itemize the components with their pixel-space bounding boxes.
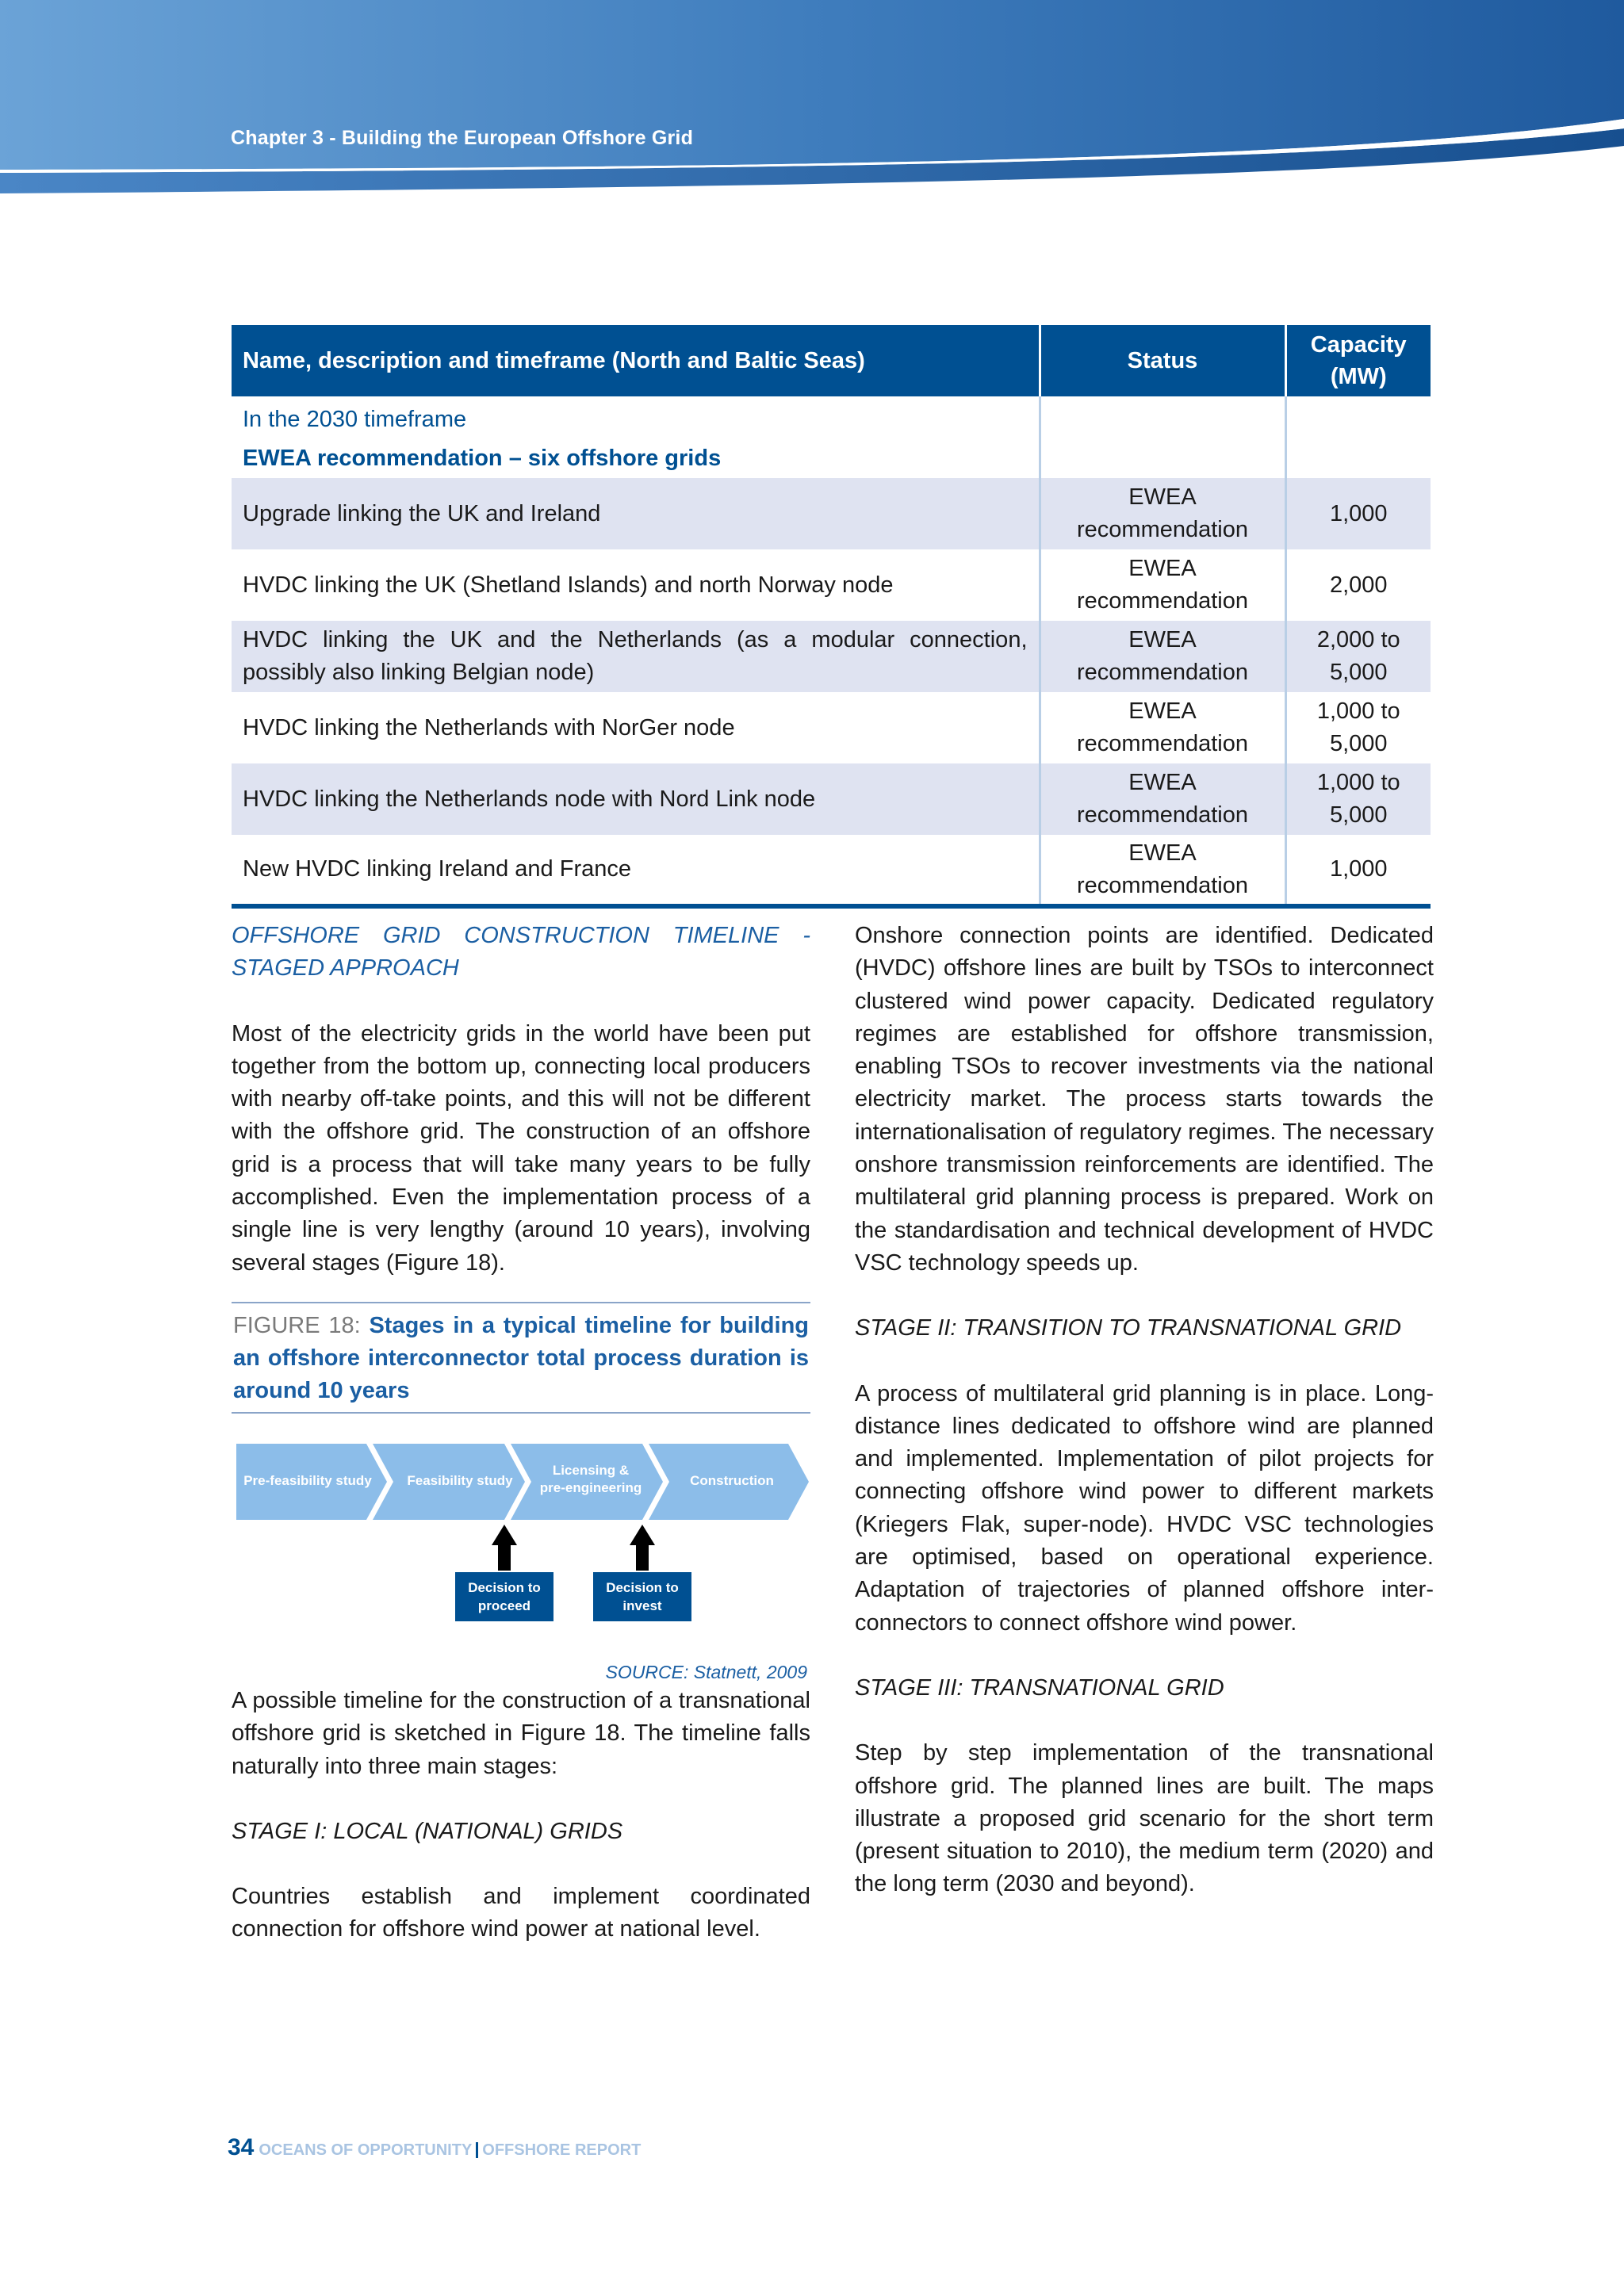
header-name: Name, description and timeframe (North and Baltic Seas) <box>232 325 1040 396</box>
section-timeframe: In the 2030 timeframe <box>243 407 467 432</box>
row-status: EWEA recommendation <box>1040 549 1285 621</box>
page-number: 34 <box>228 2134 255 2160</box>
stage2-text: A process of multilateral grid planning is in place. Long-distance lines dedicated to offshore wind are planned and implemented. Implementation of pilot projects for connecting offshore wind power to different markets (Kriegers Flak, super-node). HVDC VSC technologies are optimised, based on operational experience. Adaptation of trajectories of planned offshore interconnectors to connect offshore wind power. <box>855 1380 1434 1636</box>
row-name: HVDC linking the UK and the Netherlands (as a modular connection, possibly also linking Belgian node) <box>232 621 1040 692</box>
header-capacity: Capacity (MW) <box>1285 325 1431 396</box>
table-row <box>232 549 1431 621</box>
stage3-text: Step by step implementation of the transnational offshore grid. The planned lines are built. The maps illustrate a proposed grid scenario for the short term (present situation to 2010), the medium term (2020) and the long term (2030 and beyond). <box>855 1740 1434 1897</box>
paragraph-intro: Most of the electricity grids in the world have been put together from the bottom up, connecting local producers with nearby off-take points, and this will not be different with the offshore grid. The construction of an offshore grid is a process that will take many years to be fully accomplished. Even the implementation process of a single line is very lengthy (around 10 years), involving several stages (Figure 18). <box>232 1020 810 1276</box>
left-column <box>232 920 810 1946</box>
figure-source: SOURCE: Statnett, 2009 <box>605 1661 807 1682</box>
stage-label-licensing <box>531 1462 650 1497</box>
decision-box-invest <box>593 1572 691 1621</box>
table-row <box>232 835 1431 906</box>
offshore-grid-table <box>232 325 1431 909</box>
section-capacity-empty <box>1285 396 1431 478</box>
timeline-arrows-graphic <box>232 1436 810 1658</box>
section-heading-timeline: OFFSHORE GRID CONSTRUCTION TIMELINE - STAGED APPROACH <box>232 923 810 982</box>
row-name: HVDC linking the Netherlands node with Nord Link node <box>232 763 1040 835</box>
page-footer <box>228 2134 641 2166</box>
right-column <box>855 920 1434 1901</box>
stage1-heading: STAGE I: LOCAL (NATIONAL) GRIDS <box>232 1818 623 1844</box>
footer-separator <box>476 2142 478 2158</box>
stage-label-licensing-line1: Licensing & <box>552 1462 630 1478</box>
timeline-diagram <box>232 1436 810 1658</box>
paragraph-timeline: A possible timeline for the construction of a transnational offshore grid is sketched in Figure 18. The timeline falls naturally into three main stages: <box>232 1687 810 1779</box>
footer-subtitle: OFFSHORE REPORT <box>482 2141 642 2159</box>
row-name: New HVDC linking Ireland and France <box>232 835 1040 906</box>
header-banner <box>0 0 1624 198</box>
table-section-row <box>232 396 1431 478</box>
decision-box-proceed <box>455 1572 553 1621</box>
decision-arrow-invest <box>630 1525 655 1571</box>
stage-label-licensing-line2: pre-engineering <box>539 1479 642 1495</box>
row-capacity: 1,000 to 5,000 <box>1316 698 1400 756</box>
section-recommendation: EWEA recommendation – six offshore grids <box>243 446 722 471</box>
chapter-title: Chapter 3 - Building the European Offshore Grid <box>231 127 694 149</box>
table-row <box>232 621 1431 692</box>
row-status: EWEA recommendation <box>1040 835 1285 906</box>
row-capacity: 2,000 to 5,000 <box>1285 621 1431 692</box>
header-wave-graphic <box>0 0 1624 198</box>
table-row <box>232 692 1431 763</box>
row-status: EWEA recommendation <box>1040 763 1285 835</box>
figure-title: Stages in a typical timeline for building an offshore interconnector total process duration is around 10 years <box>233 1312 809 1403</box>
decision-proceed-line1: Decision to <box>468 1579 541 1595</box>
decision-proceed-line2: proceed <box>477 1598 531 1613</box>
stage1-text: Countries establish and implement coordinated connection for offshore wind power at national level. <box>232 1884 810 1942</box>
row-capacity: 1,000 to 5,000 <box>1285 763 1431 835</box>
stage2-heading: STAGE II: TRANSITION TO TRANSNATIONAL GRID <box>855 1315 1402 1341</box>
stage3-heading: STAGE III: TRANSNATIONAL GRID <box>855 1674 1224 1701</box>
figure-label: FIGURE 18: <box>233 1312 361 1338</box>
stage-label-feasibility: Feasibility study <box>407 1472 513 1488</box>
header-status: Status <box>1040 325 1285 396</box>
row-status: EWEA recommendation <box>1040 692 1285 763</box>
stage-label-construction: Construction <box>690 1472 774 1488</box>
footer-title: OCEANS OF OPPORTUNITY <box>259 2141 473 2159</box>
decision-invest-line2: invest <box>622 1598 662 1613</box>
section-cell <box>232 396 1040 478</box>
table-header-row <box>232 325 1431 396</box>
row-name: HVDC linking the UK (Shetland Islands) and north Norway node <box>243 572 894 598</box>
row-name: Upgrade linking the UK and Ireland <box>232 478 1040 549</box>
row-capacity: 2,000 <box>1329 572 1388 598</box>
paragraph-stage1-cont: Onshore connection points are identified. Dedicated (HVDC) offshore lines are built by TSOs to interconnect clustered wind power capacity. Dedicated regulatory regimes are established for offshore transmission, enabling TSOs to recover investments via the national electricity market. The process starts towards the internationalisation of regulatory regimes. The necessary onshore transmission reinforcements are identified. The multilateral grid planning process is prepared. Work on the standardisation and technical development of HVDC VSC technology speeds up. <box>855 923 1434 1276</box>
table-row <box>232 763 1431 835</box>
row-capacity: 1,000 <box>1285 835 1431 906</box>
decision-invest-line1: Decision to <box>606 1579 679 1595</box>
table-row <box>232 478 1431 549</box>
row-name: HVDC linking the Netherlands with NorGer node <box>243 714 735 740</box>
stage-label-prefeasibility: Pre-feasibility study <box>243 1472 372 1488</box>
figure-caption <box>232 1302 810 1414</box>
row-status: EWEA recommendation <box>1040 621 1285 692</box>
decision-arrow-proceed <box>492 1525 517 1571</box>
row-capacity: 1,000 <box>1285 478 1431 549</box>
section-status-empty <box>1040 396 1285 478</box>
row-status: EWEA recommendation <box>1040 478 1285 549</box>
